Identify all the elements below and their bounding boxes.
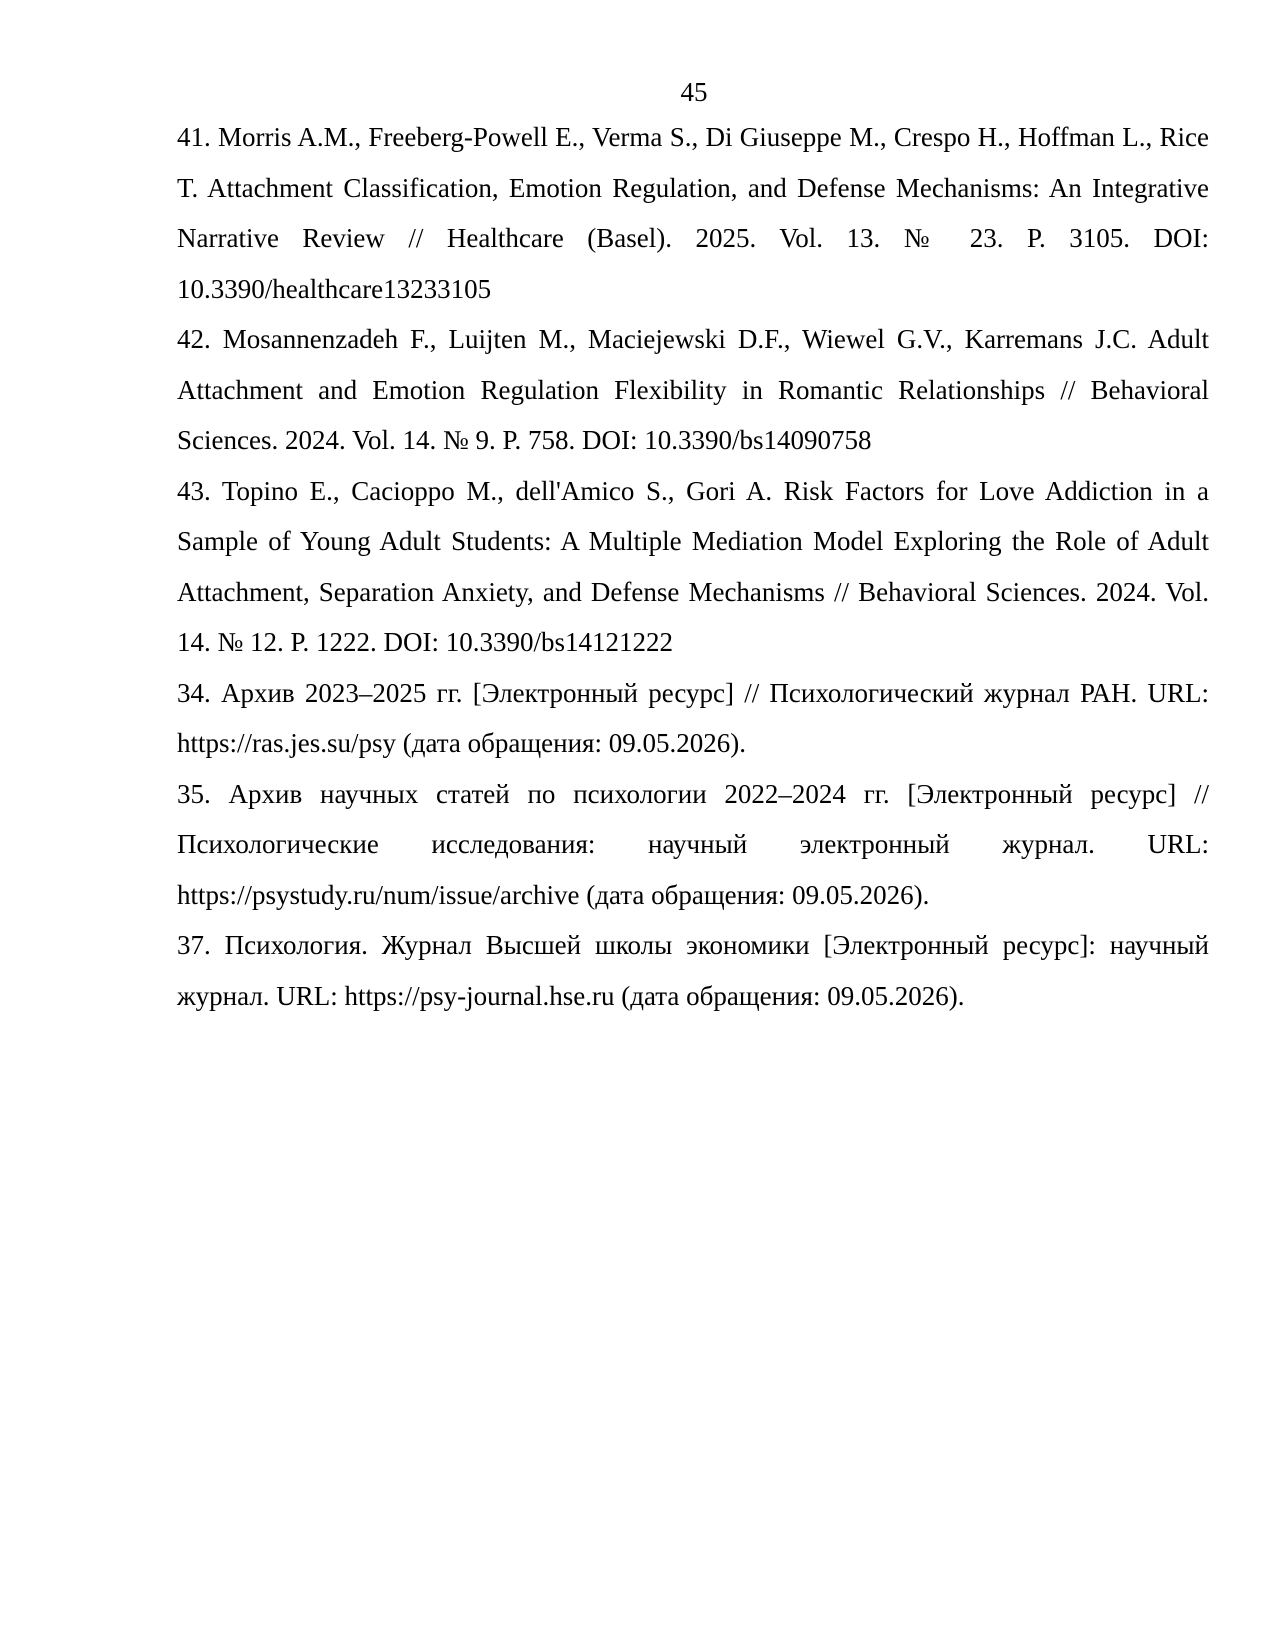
reference-item: 35. Архив научных статей по психологии 2022–2024 гг. [Электронный ресурс] // Психологические исследования: научный электронный журнал. URL: https://psystudy.ru/num/issue/archive (дата обращения: 09.05.2026).: [177, 778, 1209, 910]
page-number: 45: [680, 77, 708, 107]
reference-item: 43. Topino E., Cacioppo M., dell'Amico S., Gori A. Risk Factors for Love Addiction in a Sample of Young Adult Students: A Multiple Mediation Model Exploring the Role of Adult Attachment, Separation Anxiety, and Defense Mechanisms // Behavioral Sciences. 2024. Vol. 14. № 12. P. 1222. DOI: 10.3390/bs14121222: [177, 475, 1209, 657]
reference-list: [177, 112, 1209, 1021]
reference-item: 34. Архив 2023–2025 гг. [Электронный ресурс] // Психологический журнал РАН. URL: https://ras.jes.su/psy (дата обращения: 09.05.2026).: [177, 677, 1209, 758]
reference-item: 41. Morris A.M., Freeberg-Powell E., Verma S., Di Giuseppe M., Crespo H., Hoffman L., Rice T. Attachment Classification, Emotion Regulation, and Defense Mechanisms: An Integrative Narrative Review // Healthcare (Basel). 2025. Vol. 13. № 23. P. 3105. DOI: 10.3390/healthcare13233105: [177, 122, 1209, 304]
reference-item: 42. Mosannenzadeh F., Luijten M., Maciejewski D.F., Wiewel G.V., Karremans J.C. Adult Attachment and Emotion Regulation Flexibility in Romantic Relationships // Behavioral Sciences. 2024. Vol. 14. № 9. P. 758. DOI: 10.3390/bs14090758: [177, 324, 1209, 455]
reference-item: 37. Психология. Журнал Высшей школы экономики [Электронный ресурс]: научный журнал. URL: https://psy-journal.hse.ru (дата обращения: 09.05.2026).: [177, 930, 1209, 1011]
